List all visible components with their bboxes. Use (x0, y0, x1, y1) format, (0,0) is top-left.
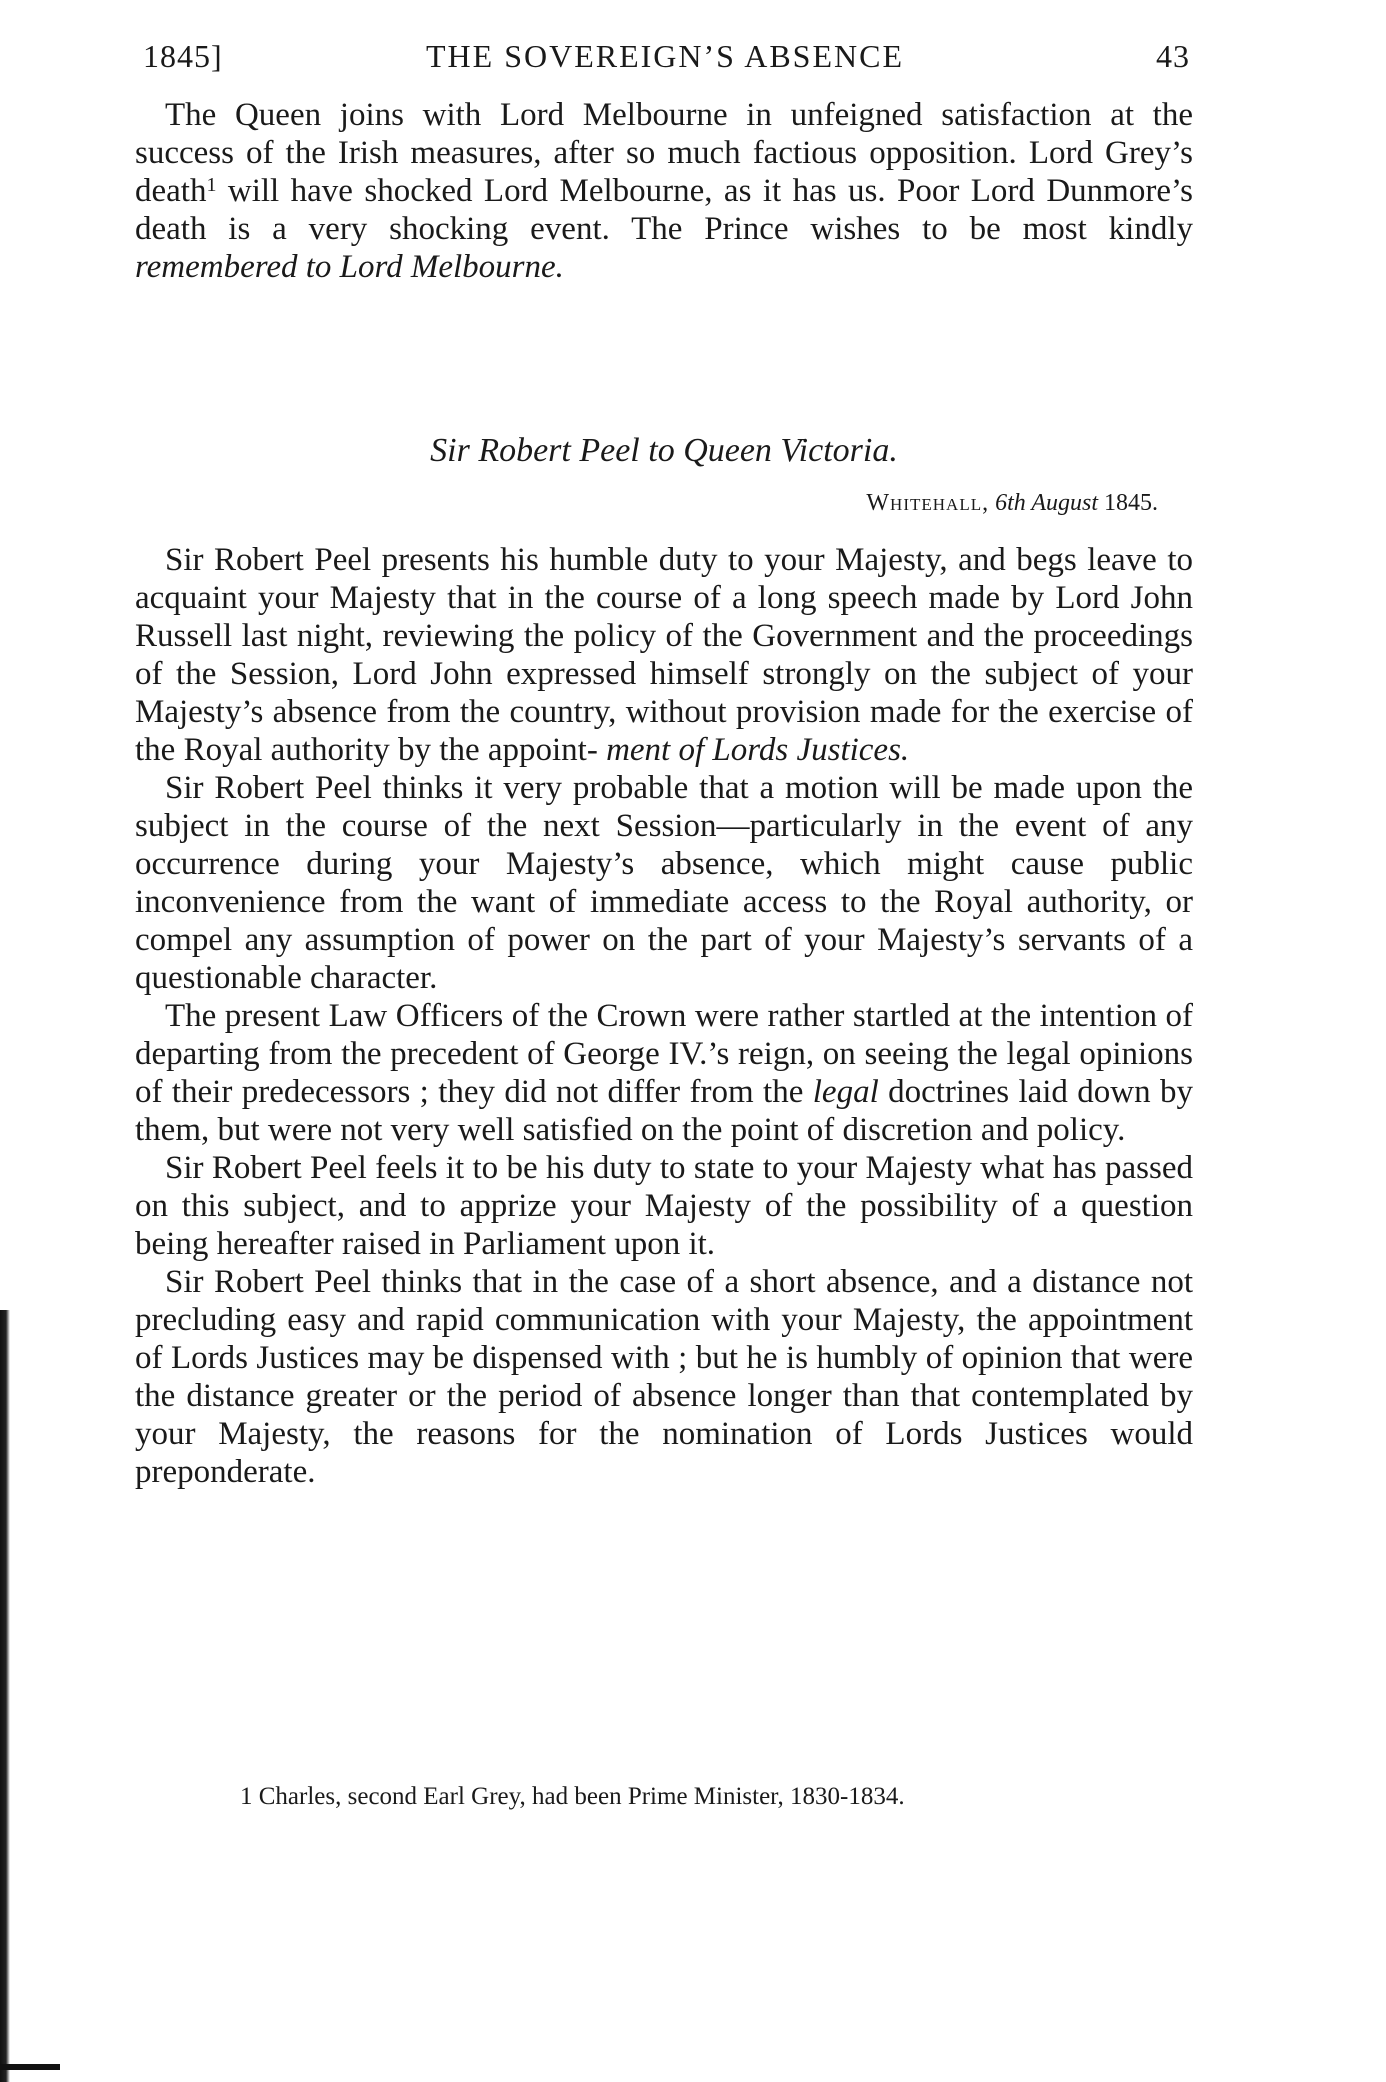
letter-body (135, 541, 1193, 1491)
paragraph-3-text: The present Law Officers of the Crown were rather startled at the intention of departing from the precedent of George IV.’s reign, on seeing the legal opinions of their predecessors ; they did not differ from the (135, 998, 1193, 1110)
binding-shadow-foot (0, 2064, 60, 2070)
footnote-number: 1 (240, 1783, 253, 1810)
dateline-date: 6th August (995, 490, 1098, 516)
letter-paragraph-1 (135, 541, 1193, 769)
dateline-place: Whitehall, (866, 490, 990, 516)
header-title: THE SOVEREIGN’S ABSENCE (425, 38, 904, 74)
header-year: 1845] (143, 38, 223, 74)
intro-paragraph (135, 96, 1193, 286)
letter-paragraph-4: Sir Robert Peel feels it to be his duty to state to your Majesty what has passed on this subject, and to apprize your Majesty of the possibility of a question being hereafter raised in Parliament upon it. (135, 1150, 1193, 1262)
paragraph-1-text: Sir Robert Peel presents his humble duty to your Majesty, and begs leave to acquaint your Majesty that in the course of a long speech made by Lord John Russell last night, reviewing the policy of the Government and the proceedings of the Session, Lord John expressed himself strongly on the subject of your Majesty’s absence from the country, without provision made for the exercise of the Royal authority by the appoint- (135, 542, 1193, 768)
letter-paragraph-3 (135, 997, 1193, 1149)
running-header (135, 30, 1195, 78)
dateline-year: 1845. (1104, 490, 1158, 516)
intro-italic-close: remembered to Lord Melbourne. (135, 249, 564, 285)
footnote-reference: 1 (206, 174, 217, 196)
paragraph-3-text-continued: doctrines laid down by them, but were not very well satisfied on the point of discretion and policy. (135, 1074, 1194, 1148)
footnote (240, 1783, 1140, 1811)
letter-dateline (135, 490, 1158, 517)
intro-text: The Queen joins with Lord Melbourne in unfeigned satisfaction at the success of the Irish measures, after so much factious opposition. Lord Grey’s death (135, 97, 1193, 209)
letter-paragraph-2: Sir Robert Peel thinks it very probable that a motion will be made upon the subject in the course of the next Session—particularly in the event of any occurrence during your Majesty’s absence, which might cause public inconvenience from the want of immediate access to the Royal authority, or compel any assumption of power on the part of your Majesty’s servants of a questionable character. (135, 770, 1193, 996)
footnote-text: Charles, second Earl Grey, had been Prime Minister, 1830-1834. (258, 1783, 905, 1810)
letter-paragraph-5: Sir Robert Peel thinks that in the case of a short absence, and a distance not precluding easy and rapid communication with your Majesty, the appointment of Lords Justices may be dispensed with ; but he is humbly of opinion that were the distance greater or the period of absence longer than that contemplated by your Majesty, the reasons for the nomination of Lords Justices would preponderate. (135, 1264, 1193, 1490)
page-number: 43 (1156, 38, 1190, 74)
letter-heading: Sir Robert Peel to Queen Victoria. (430, 432, 898, 469)
intro-text-continued: will have shocked Lord Melbourne, as it has us. Poor Lord Dunmore’s death is a very shocking event. The Prince wishes to be most kindly (135, 173, 1193, 247)
binding-shadow (0, 1310, 10, 2082)
paragraph-3-italic: legal (812, 1074, 879, 1110)
paragraph-1-end: ment of Lords Justices. (606, 732, 910, 768)
